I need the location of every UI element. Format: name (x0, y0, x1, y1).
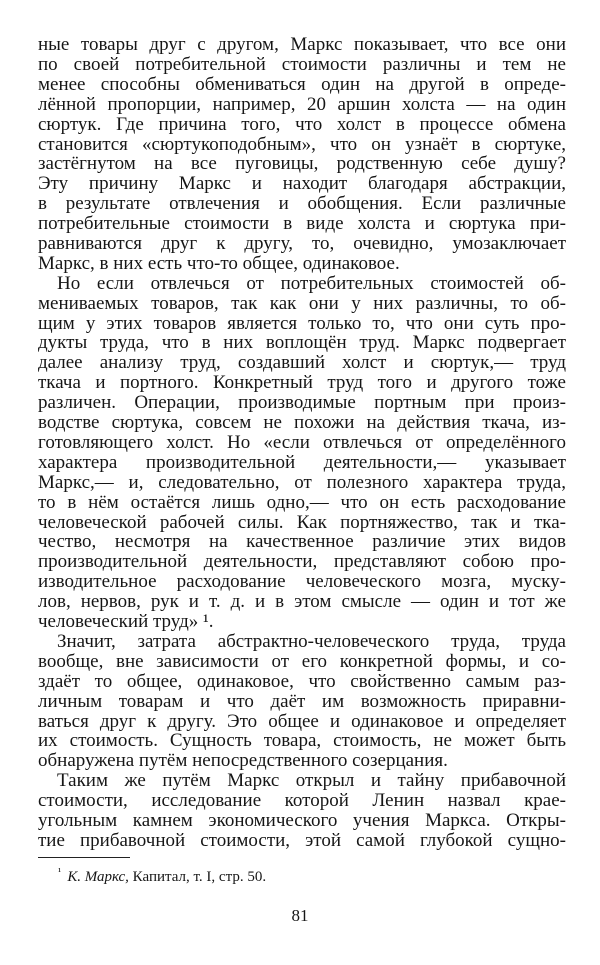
text-line: лённой пропорции, например, 20 аршин холста — на один (38, 94, 566, 115)
text-line: далее анализу труд, создавший холст и сюртук,— труд (38, 352, 566, 373)
text-line: вообще, вне зависимости от его конкретной формы, и со- (38, 651, 566, 672)
text-line: тие прибавочной стоимости, этой самой глубокой сущно- (38, 830, 566, 851)
footnote (58, 867, 458, 887)
footnote-text: Капитал, т. I, стр. 50. (132, 869, 267, 885)
text-line: производительной деятельности, представляют собою про- (38, 551, 566, 572)
text-line: сюртук. Где причина того, что холст в процессе обмена (38, 114, 566, 135)
text-line: Эту причину Маркс и находит благодаря абстракции, (38, 173, 566, 194)
footnote-author: К. Маркс, (67, 869, 129, 885)
text-line: Маркс, в них есть что-то общее, одинаковое. (38, 253, 400, 274)
text-line: застёгнутом на все пуговицы, родственную себе душу? (38, 153, 566, 174)
text-line: человеческий труд» ¹. (38, 611, 214, 632)
text-line: чество, несмотря на качественное различие этих видов (38, 531, 566, 552)
text-line: ваться друг к другу. Это общее и одинаковое и определяет (38, 711, 566, 732)
text-line: водстве сюртука, совсем не похожи на действия ткача, из- (38, 412, 566, 433)
text-line: Маркс,— и, следовательно, от полезного характера труда, (38, 472, 566, 493)
text-line: их стоимость. Сущность товара, стоимость, не может быть (38, 730, 566, 751)
text-line: личным товарам и что даёт им возможность приравни- (38, 691, 566, 712)
text-line: лов, нервов, рук и т. д. и в этом смысле — один и тот же (38, 591, 566, 612)
text-line: человеческой рабочей силы. Как портняжество, так и тка- (38, 512, 566, 533)
text-line: потребительные стоимости в виде холста и сюртука при- (38, 213, 566, 234)
text-line: по своей потребительной стоимости различны и тем не (38, 54, 566, 75)
text-line: становится «сюртукоподобным», что он узнаёт в сюртуке, (38, 134, 566, 155)
text-line: обнаружена путём непосредственного созерцания. (38, 750, 448, 771)
footnote-divider (38, 857, 130, 858)
text-line: Таким же путём Маркс открыл и тайну прибавочной (57, 770, 566, 791)
text-line: мениваемых товаров, так как они у них различны, то об- (38, 293, 566, 314)
text-line: угольным камнем экономического учения Маркса. Откры- (38, 810, 566, 831)
text-line: ткача и портного. Конкретный труд того и другого тоже (38, 372, 566, 393)
text-line: изводительное расходование человеческого мозга, муску- (38, 571, 566, 592)
text-line: здаёт то общее, одинаковое, что свойственно самым раз- (38, 671, 566, 692)
footnote-mark: ¹ (58, 866, 62, 878)
page-number: 81 (291, 906, 309, 925)
text-line: различен. Операции, производимые портным при произ- (38, 392, 566, 413)
text-line: готовляющего холст. Но «если отвлечься от определённого (38, 432, 566, 453)
text-line: стоимости, исследование которой Ленин назвал крае- (38, 790, 566, 811)
text-line: менее способны обмениваться один на другой в опреде- (38, 74, 566, 95)
text-line: то в нём остаётся лишь одно,— что он есть расходование (38, 492, 566, 513)
text-line: щим у этих товаров является только то, что они суть про- (38, 313, 566, 334)
text-line: ные товары друг с другом, Маркс показывает, что все они (38, 34, 566, 55)
text-line: Значит, затрата абстрактно-человеческого труда, труда (57, 631, 566, 652)
text-line: характера производительной деятельности,— указывает (38, 452, 566, 473)
text-line: равниваются друг к другу, то, очевидно, умозаключает (38, 233, 566, 254)
text-line: Но если отвлечься от потребительных стоимостей об- (57, 273, 566, 294)
text-line: дукты труда, что в них воплощён труд. Маркс подвергает (38, 332, 566, 353)
text-line: в результате отвлечения и обобщения. Если различные (38, 193, 566, 214)
